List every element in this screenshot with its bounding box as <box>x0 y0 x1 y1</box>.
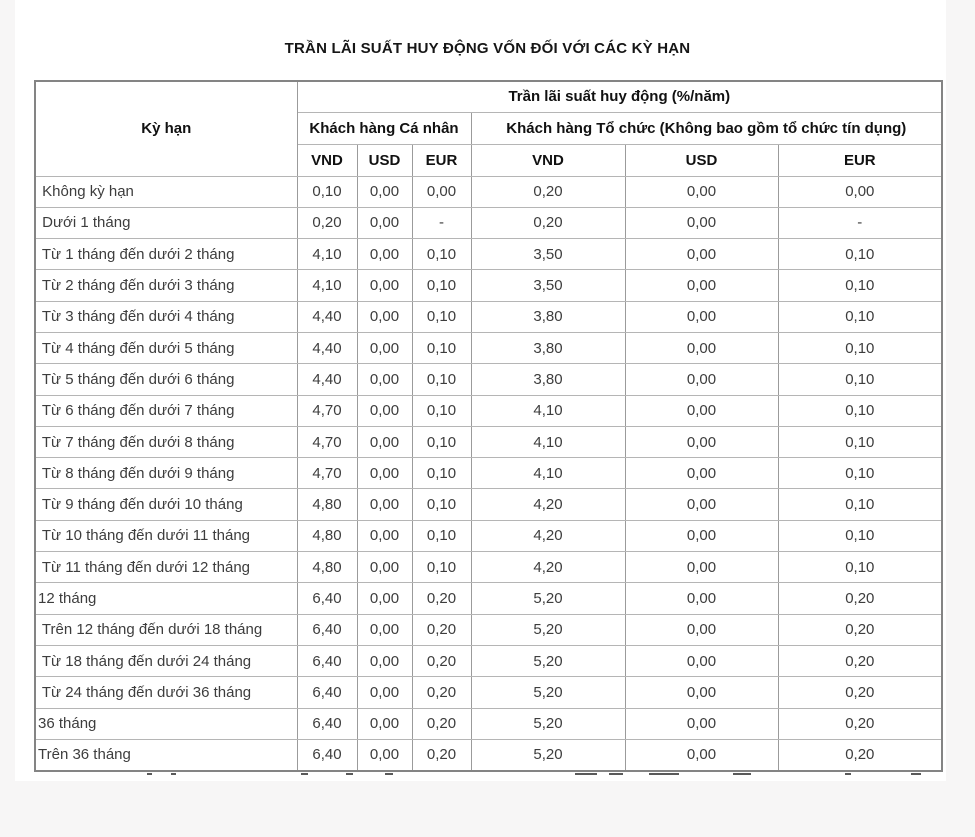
table-row <box>35 583 942 614</box>
term-cell: Dưới 1 tháng <box>35 207 297 238</box>
rate-cell: 4,70 <box>297 395 357 426</box>
term-cell: Trên 36 tháng <box>35 739 297 770</box>
rate-cell: 6,40 <box>297 645 357 676</box>
rate-cell: 0,20 <box>778 645 942 676</box>
rate-cell: 4,10 <box>297 270 357 301</box>
rate-cell: 0,00 <box>625 239 778 270</box>
rate-cell: 0,00 <box>625 677 778 708</box>
rate-cell: 0,00 <box>412 176 471 207</box>
rate-cell: 0,10 <box>412 458 471 489</box>
term-cell: Từ 7 tháng đến dưới 8 tháng <box>35 426 297 457</box>
currency-header-org-vnd: VND <box>471 144 625 176</box>
rate-cell: 0,10 <box>778 239 942 270</box>
rate-cell: 0,20 <box>778 708 942 739</box>
table-row <box>35 239 942 270</box>
rate-cell: 6,40 <box>297 708 357 739</box>
term-cell: Từ 5 tháng đến dưới 6 tháng <box>35 364 297 395</box>
term-cell: 12 tháng <box>35 583 297 614</box>
table-row <box>35 489 942 520</box>
rate-cell: 0,10 <box>778 395 942 426</box>
rate-cell: 0,10 <box>778 458 942 489</box>
term-cell: Trên 12 tháng đến dưới 18 tháng <box>35 614 297 645</box>
term-cell: Từ 10 tháng đến dưới 11 tháng <box>35 520 297 551</box>
currency-header-personal-eur: EUR <box>412 144 471 176</box>
rate-cell: 0,10 <box>778 489 942 520</box>
rate-cell: 6,40 <box>297 739 357 770</box>
rate-cell: 0,00 <box>625 207 778 238</box>
term-cell: Từ 2 tháng đến dưới 3 tháng <box>35 270 297 301</box>
rate-cell: 0,00 <box>357 207 412 238</box>
interest-rate-table <box>34 80 943 772</box>
term-cell: Từ 9 tháng đến dưới 10 tháng <box>35 489 297 520</box>
rate-group-header: Trần lãi suất huy động (%/năm) <box>297 81 942 112</box>
rate-cell: 0,00 <box>357 364 412 395</box>
rate-cell: 3,50 <box>471 239 625 270</box>
table-row <box>35 708 942 739</box>
rate-cell: 0,10 <box>412 520 471 551</box>
rate-cell: 0,10 <box>412 332 471 363</box>
rate-cell: 0,00 <box>625 458 778 489</box>
term-cell: Không kỳ hạn <box>35 176 297 207</box>
rate-cell: 0,00 <box>357 489 412 520</box>
term-column-header: Kỳ hạn <box>35 81 297 176</box>
table-row <box>35 364 942 395</box>
rate-cell: 0,00 <box>625 395 778 426</box>
term-cell: Từ 11 tháng đến dưới 12 tháng <box>35 552 297 583</box>
rate-cell: 0,00 <box>625 645 778 676</box>
rate-cell: 0,00 <box>357 520 412 551</box>
rate-cell: 0,00 <box>625 489 778 520</box>
rate-cell: 0,10 <box>412 426 471 457</box>
rate-cell: 0,00 <box>357 739 412 770</box>
rate-cell: 0,10 <box>297 176 357 207</box>
rate-cell: 0,00 <box>357 614 412 645</box>
rate-cell: 0,00 <box>625 552 778 583</box>
rate-cell: 0,00 <box>357 458 412 489</box>
rate-cell: 3,80 <box>471 364 625 395</box>
rate-cell: 4,70 <box>297 426 357 457</box>
table-row <box>35 645 942 676</box>
rate-cell: 0,20 <box>778 583 942 614</box>
rate-cell: 6,40 <box>297 583 357 614</box>
rate-cell: 0,10 <box>778 301 942 332</box>
rate-cell: - <box>778 207 942 238</box>
rate-cell: 0,00 <box>357 176 412 207</box>
rate-cell: 0,00 <box>357 552 412 583</box>
rate-cell: 0,00 <box>625 708 778 739</box>
term-cell: Từ 18 tháng đến dưới 24 tháng <box>35 645 297 676</box>
term-cell: Từ 1 tháng đến dưới 2 tháng <box>35 239 297 270</box>
rate-cell: 0,20 <box>412 708 471 739</box>
rate-cell: 0,20 <box>412 677 471 708</box>
rate-cell: 4,10 <box>471 426 625 457</box>
table-row <box>35 332 942 363</box>
rate-cell: 3,80 <box>471 332 625 363</box>
rate-cell: 0,00 <box>625 270 778 301</box>
table-row <box>35 458 942 489</box>
rate-cell: 0,20 <box>778 614 942 645</box>
table-row <box>35 207 942 238</box>
rate-cell: 5,20 <box>471 583 625 614</box>
rate-cell: 4,70 <box>297 458 357 489</box>
term-cell: Từ 8 tháng đến dưới 9 tháng <box>35 458 297 489</box>
rate-cell: 4,80 <box>297 552 357 583</box>
rate-cell: 0,10 <box>778 270 942 301</box>
table-row <box>35 395 942 426</box>
rate-cell: 4,40 <box>297 301 357 332</box>
rate-cell: 0,10 <box>778 332 942 363</box>
rate-cell: 6,40 <box>297 614 357 645</box>
rate-cell: 0,00 <box>357 426 412 457</box>
rate-cell: 0,00 <box>357 677 412 708</box>
rate-cell: 0,20 <box>778 677 942 708</box>
rate-cell: 0,00 <box>625 583 778 614</box>
rate-cell: 0,20 <box>412 739 471 770</box>
rate-cell: 0,20 <box>412 614 471 645</box>
rate-cell: 4,80 <box>297 489 357 520</box>
rate-cell: 0,00 <box>625 301 778 332</box>
rate-cell: 5,20 <box>471 677 625 708</box>
rate-cell: 4,10 <box>471 458 625 489</box>
rate-cell: 0,00 <box>357 583 412 614</box>
content-panel <box>15 0 946 781</box>
table-row <box>35 270 942 301</box>
rate-cell: 6,40 <box>297 677 357 708</box>
rate-cell: 5,20 <box>471 739 625 770</box>
table-row <box>35 520 942 551</box>
rate-cell: 0,00 <box>357 332 412 363</box>
rate-cell: 4,40 <box>297 364 357 395</box>
rate-cell: 0,00 <box>357 708 412 739</box>
clipped-row-remnant <box>49 773 956 779</box>
rate-cell: 0,20 <box>471 207 625 238</box>
rate-cell: 4,40 <box>297 332 357 363</box>
rate-cell: 5,20 <box>471 614 625 645</box>
rate-cell: 0,20 <box>412 583 471 614</box>
rate-cell: 0,10 <box>778 426 942 457</box>
table-row <box>35 677 942 708</box>
term-cell: Từ 4 tháng đến dưới 5 tháng <box>35 332 297 363</box>
organization-customers-header: Khách hàng Tổ chức (Không bao gồm tổ chức tín dụng) <box>471 112 942 144</box>
rate-cell: 0,10 <box>412 552 471 583</box>
rate-cell: 0,10 <box>778 364 942 395</box>
rate-cell: 0,00 <box>625 739 778 770</box>
rate-cell: 4,20 <box>471 520 625 551</box>
rate-cell: 0,00 <box>357 395 412 426</box>
rate-cell: 5,20 <box>471 708 625 739</box>
rate-cell: 4,10 <box>297 239 357 270</box>
rate-cell: - <box>412 207 471 238</box>
term-cell: Từ 24 tháng đến dưới 36 tháng <box>35 677 297 708</box>
rate-cell: 4,20 <box>471 489 625 520</box>
rate-cell: 0,00 <box>778 176 942 207</box>
rate-cell: 0,10 <box>412 270 471 301</box>
rate-cell: 0,00 <box>357 301 412 332</box>
rate-cell: 0,10 <box>778 520 942 551</box>
rate-cell: 0,10 <box>778 552 942 583</box>
rate-cell: 0,00 <box>625 614 778 645</box>
rate-cell: 0,00 <box>357 270 412 301</box>
currency-header-org-eur: EUR <box>778 144 942 176</box>
table-row <box>35 176 942 207</box>
rate-cell: 3,50 <box>471 270 625 301</box>
term-cell: Từ 3 tháng đến dưới 4 tháng <box>35 301 297 332</box>
rate-cell: 0,00 <box>625 364 778 395</box>
rate-cell: 0,20 <box>471 176 625 207</box>
individual-customers-header: Khách hàng Cá nhân <box>297 112 471 144</box>
rate-cell: 0,00 <box>625 520 778 551</box>
rate-cell: 0,10 <box>412 239 471 270</box>
rate-cell: 5,20 <box>471 645 625 676</box>
rate-cell: 0,20 <box>778 739 942 770</box>
rate-cell: 0,00 <box>357 645 412 676</box>
rate-cell: 0,10 <box>412 395 471 426</box>
table-row <box>35 552 942 583</box>
rate-cell: 0,00 <box>625 176 778 207</box>
rate-cell: 4,10 <box>471 395 625 426</box>
term-cell: 36 tháng <box>35 708 297 739</box>
table-row <box>35 426 942 457</box>
rate-cell: 0,10 <box>412 364 471 395</box>
rate-cell: 0,00 <box>625 332 778 363</box>
table-row <box>35 301 942 332</box>
rate-cell: 3,80 <box>471 301 625 332</box>
currency-header-personal-usd: USD <box>357 144 412 176</box>
rate-cell: 0,10 <box>412 301 471 332</box>
rate-cell: 4,80 <box>297 520 357 551</box>
table-row <box>35 614 942 645</box>
currency-header-org-usd: USD <box>625 144 778 176</box>
rate-cell: 4,20 <box>471 552 625 583</box>
table-row <box>35 739 942 770</box>
rate-cell: 0,20 <box>297 207 357 238</box>
rate-cell: 0,10 <box>412 489 471 520</box>
page-title: TRẦN LÃI SUẤT HUY ĐỘNG VỐN ĐỐI VỚI CÁC KỲ HẠN <box>284 40 691 57</box>
rate-cell: 0,00 <box>357 239 412 270</box>
rate-cell: 0,20 <box>412 645 471 676</box>
currency-header-personal-vnd: VND <box>297 144 357 176</box>
rate-cell: 0,00 <box>625 426 778 457</box>
term-cell: Từ 6 tháng đến dưới 7 tháng <box>35 395 297 426</box>
